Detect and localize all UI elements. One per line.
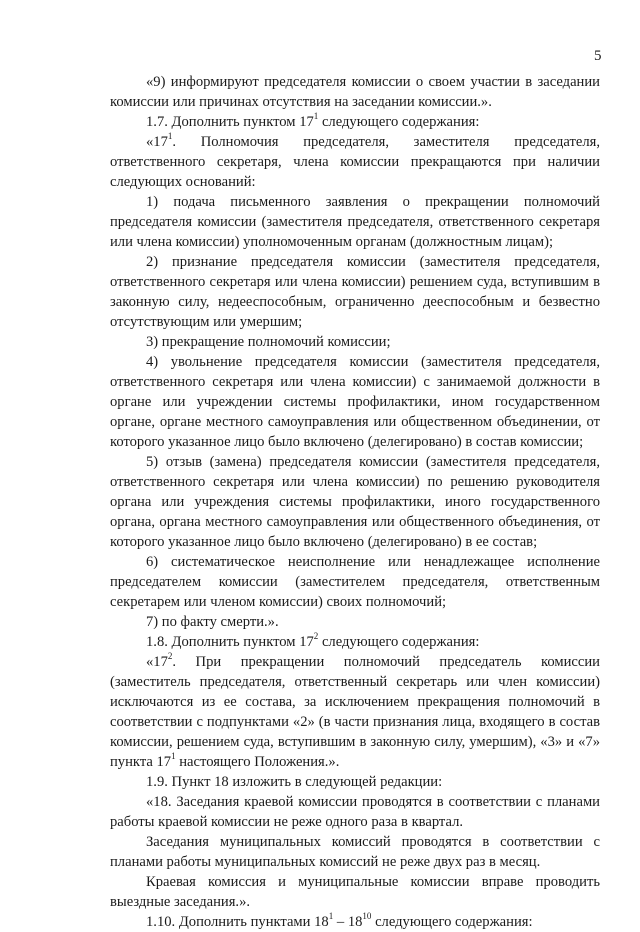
paragraph-5 [110,252,600,332]
paragraph-text: 3) прекращение полномочий комиссии; [146,334,391,350]
paragraph-11 [110,632,600,652]
paragraph-text: Заседания муниципальных комиссий проводятся в соответствии с планами работы муниципальных комиссий не реже двух раз в месяц. [110,834,600,870]
paragraph-1 [110,72,600,112]
paragraph-2 [110,112,600,132]
paragraph-text: . При прекращении полномочий председатель комиссии (заместитель председателя, ответственный секретарь или член комиссии) исключаются из ее состава, за исключением прекращения полномочий в соответствии с подпунктами «2» (в части признания лица, входящего в состав комиссии, решением суда, вступившим в законную силу, умершим), «3» и «7» пункта 17 [110,654,600,770]
superscript: 2 [167,651,173,662]
page-number: 5 [594,48,602,64]
paragraph-14 [110,792,600,832]
paragraph-4 [110,192,600,252]
superscript: 2 [313,631,319,642]
paragraph-text: «17 [146,134,168,150]
paragraph-text: следующего содержания: [371,914,533,930]
paragraph-text: следующего содержания: [318,634,480,650]
paragraph-text: настоящего Положения.». [175,754,340,770]
paragraph-17 [110,912,600,932]
superscript: 1 [313,111,319,122]
superscript: 1 [171,751,176,762]
paragraph-text: – 18 [333,914,363,930]
paragraph-text: 4) увольнение председателя комиссии (заместителя председателя, ответственного секретаря или члена комиссии) с занимаемой должности в органе или учреждении системы профилактики, ином государственном органе, органе местного самоуправления или общественном объединении, от которого указанное лицо было включено (делегировано) в состав комиссии; [110,354,600,450]
paragraph-text: следующего содержания: [318,114,480,130]
paragraph-12 [110,652,600,772]
paragraph-9 [110,552,600,612]
superscript: 10 [362,911,372,922]
superscript: 1 [328,911,334,922]
paragraph-text: 1.9. Пункт 18 изложить в следующей редакции: [146,774,443,790]
paragraph-text: 1.8. Дополнить пунктом 17 [146,634,314,650]
paragraph-8 [110,452,600,552]
superscript: 1 [167,131,173,142]
paragraph-text: . Полномочия председателя, заместителя председателя, ответственного секретаря, члена комиссии прекращаются при наличии следующих оснований: [110,134,600,190]
paragraph-16 [110,872,600,912]
paragraph-3 [110,132,600,192]
paragraph-text: 2) признание председателя комиссии (заместителя председателя, ответственного секретаря или члена комиссии) решением суда, вступившим в законную силу, недееспособным, ограниченно дееспособным и безвестно отсутствующим или умершим; [110,254,600,330]
paragraph-15 [110,832,600,872]
paragraph-text: Краевая комиссия и муниципальные комиссии вправе проводить выездные заседания.». [110,874,600,910]
paragraph-text: 6) систематическое неисполнение или ненадлежащее исполнение председателем комиссии (заместителем председателя, ответственным секретарем или членом комиссии) своих полномочий; [110,554,600,610]
paragraph-7 [110,352,600,452]
paragraph-13 [110,772,600,792]
paragraph-text: «18. Заседания краевой комиссии проводятся в соответствии с планами работы краевой комиссии не реже одного раза в квартал. [110,794,600,830]
paragraph-text: «17 [146,654,168,670]
paragraph-6 [110,332,600,352]
paragraph-10 [110,612,600,632]
paragraph-text: 1.7. Дополнить пунктом 17 [146,114,314,130]
paragraph-text: 5) отзыв (замена) председателя комиссии (заместителя председателя, ответственного секретаря или члена комиссии) по решению руководителя органа или учреждения системы профилактики, иного государственного органа, органа местного самоуправления или общественного объединения, от которого указанное лицо было включено (делегировано) в ее состав; [110,454,600,550]
document-body [110,72,600,932]
paragraph-text: 1) подача письменного заявления о прекращении полномочий председателя комиссии (заместителя председателя, ответственного секретаря или члена комиссии) уполномоченным органам (должностным лицам); [110,194,600,250]
paragraph-text: 1.10. Дополнить пунктами 18 [146,914,329,930]
paragraph-text: 7) по факту смерти.». [146,614,279,630]
paragraph-text: «9) информируют председателя комиссии о своем участии в заседании комиссии или причинах отсутствия на заседании комиссии.». [110,74,600,110]
